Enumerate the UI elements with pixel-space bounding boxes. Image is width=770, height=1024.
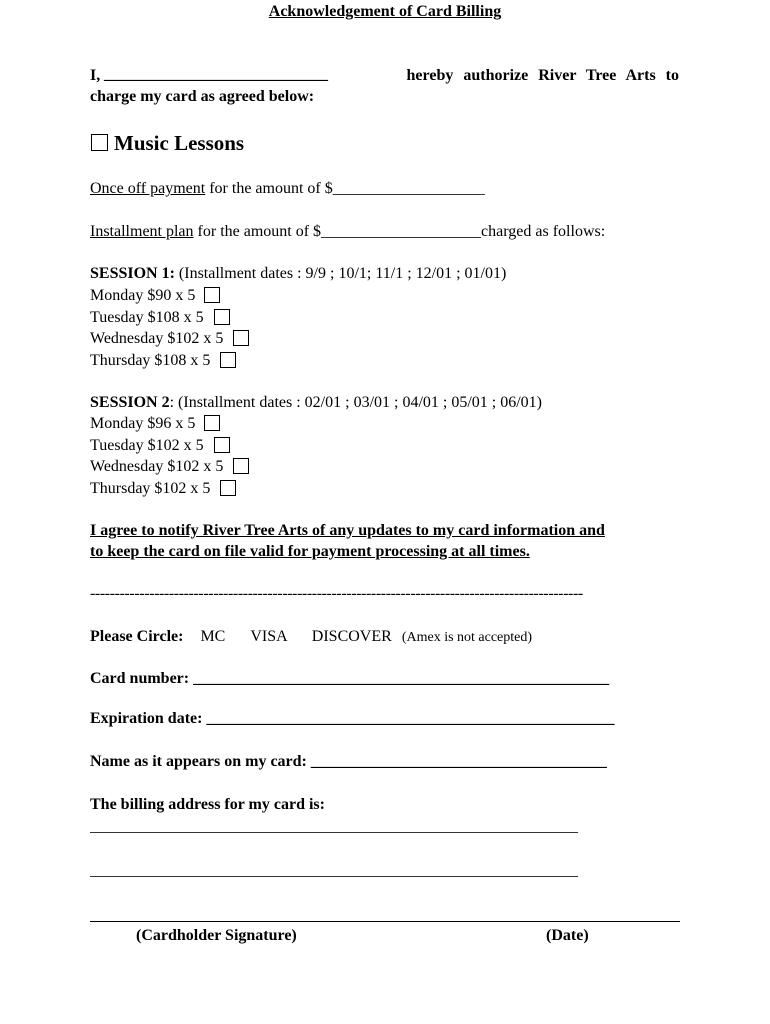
session1-option[interactable]	[90, 285, 249, 307]
session2-option[interactable]	[90, 478, 249, 500]
checkbox[interactable]	[204, 287, 220, 303]
session1-option[interactable]	[90, 350, 249, 372]
music-lessons-option[interactable]	[91, 131, 244, 155]
card-type-visa[interactable]: VISA	[250, 628, 287, 645]
name-blank[interactable]: ____________________________	[104, 66, 328, 83]
session2-header	[90, 394, 542, 412]
checkbox[interactable]	[220, 352, 236, 368]
authorize-prefix: I,	[90, 67, 101, 84]
card-number-field[interactable]: ____________________________________________________	[193, 670, 610, 687]
option-label: Monday $90 x 5	[90, 287, 196, 304]
once-off-amount[interactable]: for the amount of $___________________	[209, 180, 485, 197]
divider: ----------------------------------------------------------------------------------------------------	[90, 585, 583, 602]
name-on-card-field[interactable]: _____________________________________	[310, 753, 607, 770]
checkbox[interactable]	[204, 415, 220, 431]
session1-label: SESSION 1:	[90, 265, 175, 282]
card-number-label: Card number:	[90, 670, 190, 687]
installment-amount[interactable]: for the amount of $____________________charged as follows:	[197, 223, 606, 240]
please-circle-label: Please Circle:	[90, 628, 184, 645]
option-label: Wednesday $102 x 5	[90, 330, 224, 347]
signature-label: (Cardholder Signature)	[136, 927, 297, 944]
expiration-field[interactable]: ___________________________________________________	[206, 710, 615, 727]
date-label: (Date)	[546, 927, 589, 944]
once-off-row	[90, 180, 485, 198]
checkbox[interactable]	[233, 458, 249, 474]
session1-dates: (Installment dates : 9/9 ; 10/1; 11/1 ; 12/01 ; 01/01)	[178, 265, 507, 282]
billing-address-line2[interactable]: _____________________________________________________________	[90, 862, 578, 879]
option-label: Tuesday $102 x 5	[90, 436, 204, 454]
session1-header	[90, 265, 506, 283]
billing-address-label: The billing address for my card is:	[90, 796, 325, 813]
checkbox[interactable]	[233, 330, 249, 346]
option-label: Thursday $102 x 5	[90, 479, 211, 497]
option-label: Wednesday $102 x 5	[90, 458, 224, 475]
music-lessons-label: Music Lessons	[114, 131, 245, 155]
option-label: Thursday $108 x 5	[90, 351, 211, 369]
agreement-line2: to keep the card on file valid for payment processing at all times.	[90, 543, 530, 560]
checkbox[interactable]	[220, 480, 236, 496]
signature-line[interactable]	[90, 921, 680, 922]
card-type-mc[interactable]: MC	[200, 628, 226, 645]
amex-note: (Amex is not accepted)	[401, 630, 533, 645]
billing-address-line1[interactable]: _____________________________________________________________	[90, 818, 578, 835]
session1-options	[90, 285, 249, 371]
session2-option[interactable]	[90, 435, 249, 457]
card-type-row	[90, 628, 532, 646]
music-lessons-checkbox[interactable]	[91, 134, 108, 151]
once-off-label: Once off payment	[90, 180, 206, 197]
authorize-text: hereby authorize River Tree Arts to	[406, 67, 679, 84]
name-on-card-row	[90, 753, 607, 771]
authorize-text-line2: charge my card as agreed below:	[90, 88, 315, 105]
installment-label: Installment plan	[90, 223, 194, 240]
option-label: Monday $96 x 5	[90, 415, 196, 432]
document-title: Acknowledgement of Card Billing	[268, 3, 502, 20]
installment-row	[90, 223, 605, 241]
session2-dates: : (Installment dates : 02/01 ; 03/01 ; 04/01 ; 05/01 ; 06/01)	[169, 394, 543, 411]
checkbox[interactable]	[214, 437, 230, 453]
agreement-line1: I agree to notify River Tree Arts of any updates to my card information and	[90, 522, 605, 539]
session1-option[interactable]	[90, 328, 249, 350]
session2-options	[90, 413, 249, 499]
session2-option[interactable]	[90, 413, 249, 435]
checkbox[interactable]	[214, 309, 230, 325]
card-type-discover[interactable]: DISCOVER	[311, 628, 392, 645]
name-on-card-label: Name as it appears on my card:	[90, 753, 307, 770]
expiration-label: Expiration date:	[90, 710, 203, 727]
session2-label: SESSION 2	[90, 394, 170, 411]
expiration-row	[90, 710, 614, 728]
option-label: Tuesday $108 x 5	[90, 308, 204, 326]
session1-option[interactable]	[90, 307, 249, 329]
session2-option[interactable]	[90, 456, 249, 478]
card-number-row	[90, 670, 609, 688]
